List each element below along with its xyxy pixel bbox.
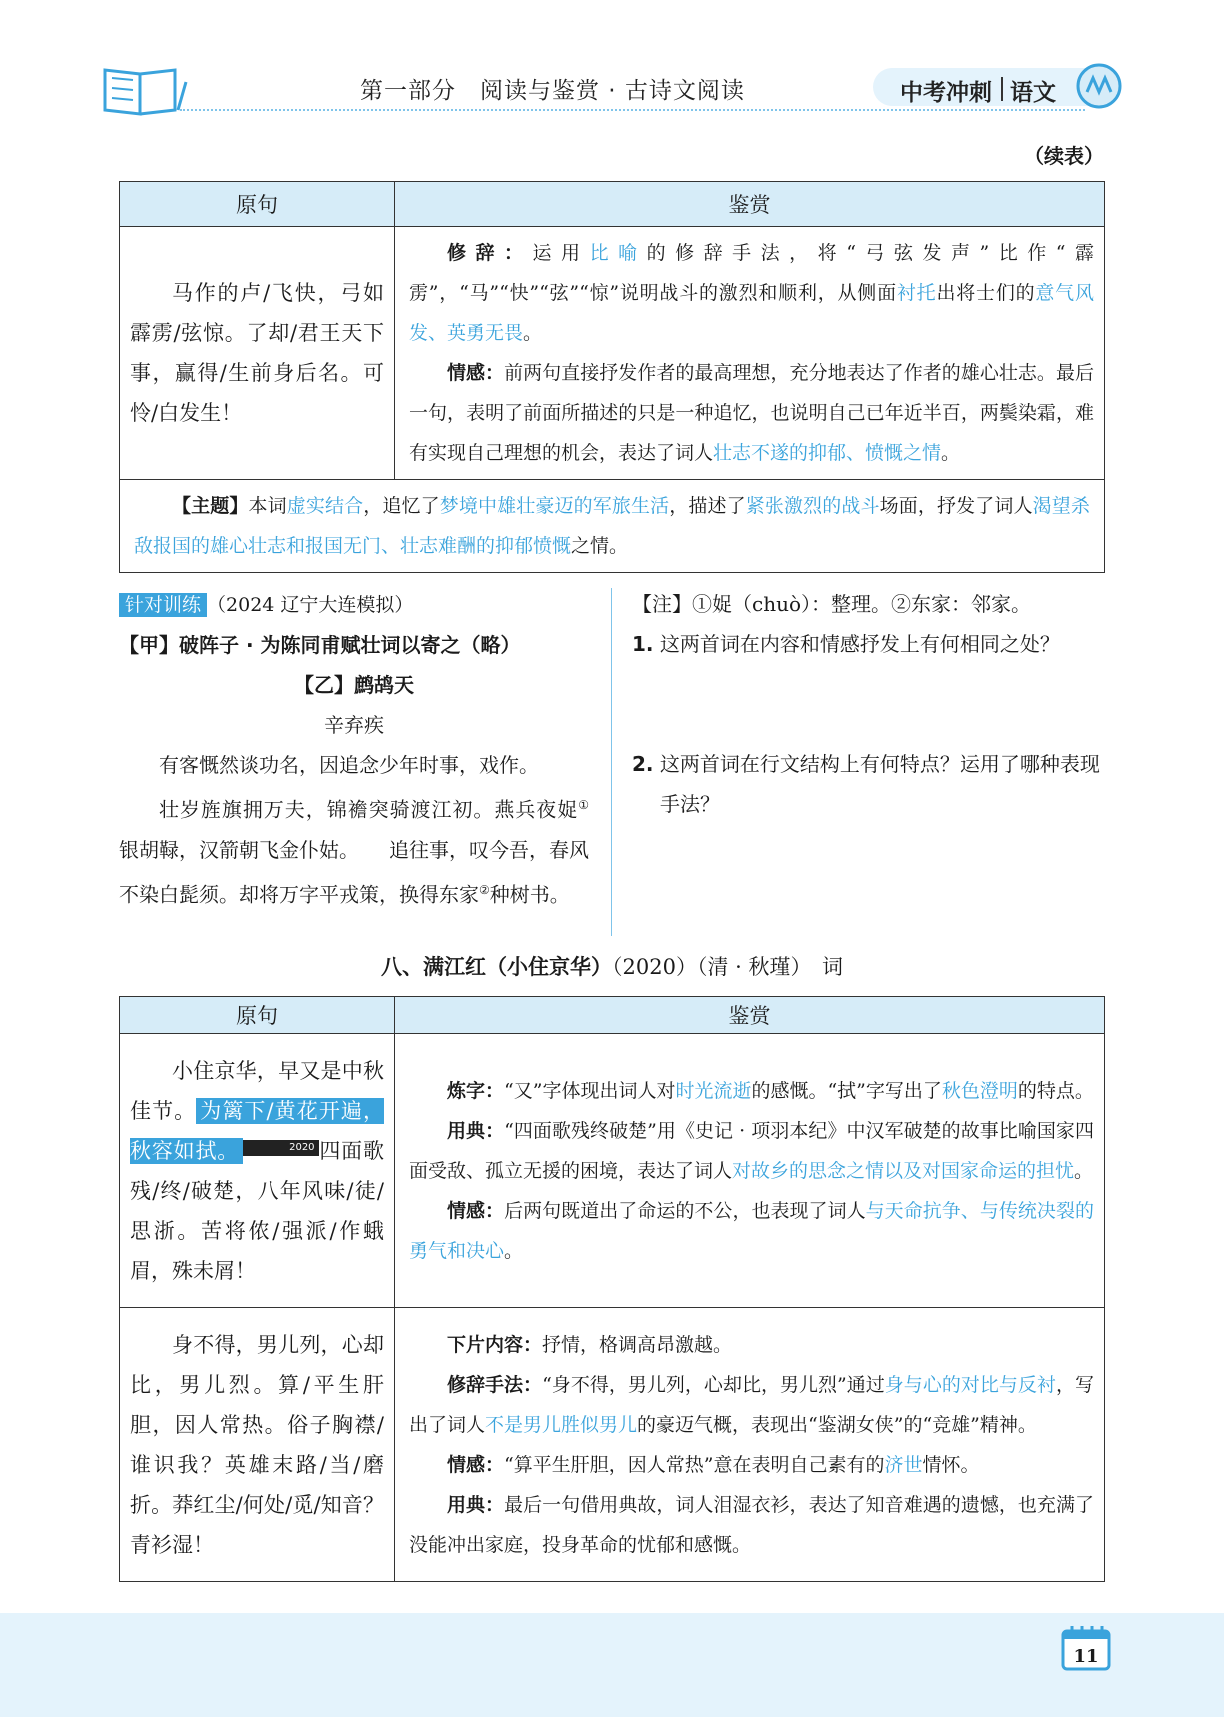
poem-b-title: 【乙】鹧鸪天 bbox=[294, 673, 414, 697]
lianzi-note: 炼字：“又”字体现出词人对时光流逝的感慨。“拭”字写出了秋色澄明的特点。 bbox=[447, 1079, 1094, 1102]
logo-badge-icon bbox=[1075, 62, 1123, 110]
diangu2-note: 用典：最后一句借用典故，词人泪湿衣衫，表达了知音难遇的遗憾，也充满了没能冲出家庭，投身革命的忧郁和感慨。 bbox=[409, 1493, 1094, 1556]
practice-source: （2024 辽宁大连模拟） bbox=[207, 594, 414, 616]
poem-b-preface: 有客慨然谈功名，因追念少年时事，戏作。 bbox=[159, 753, 539, 777]
page-header bbox=[0, 0, 1224, 130]
qinggan2-note: 情感：“算平生肝胆，因人常热”意在表明自己素有的济世情怀。 bbox=[447, 1453, 980, 1476]
highlight-verse: 为篱下/黄花开遍，秋容如拭。 bbox=[130, 1098, 385, 1163]
header-divider bbox=[180, 109, 1085, 111]
exam-year-badge: 2020 bbox=[243, 1140, 318, 1156]
page-footer bbox=[0, 1613, 1224, 1717]
emotion-note: 情感：前两句直接抒发作者的最高理想，充分地表达了作者的雄心壮志。最后一句，表明了前面所描述的只是一种追忆，也说明自己已年近半百，两鬓染霜，难有实现自己理想的机会，表达了词人壮志不遂的抑郁、愤慨之情。 bbox=[409, 362, 1094, 464]
practice-passage bbox=[119, 584, 589, 914]
appreciation-cell bbox=[395, 1308, 1105, 1582]
original-text: 身不得，男儿列，心却比，男儿烈。算/平生肝胆，因人常热。俗子胸襟/谁识我？英雄末路/当/磨折。莽红尘/何处/觅/知音？青衫湿！ bbox=[120, 1308, 395, 1582]
annotation-note: 【注】①娖（chuò）：整理。②东家：邻家。 bbox=[632, 592, 1032, 616]
poem-a-title: 【甲】破阵子 · 为陈同甫赋壮词以寄之（略） bbox=[119, 633, 521, 657]
book-icon bbox=[100, 60, 190, 120]
diangu-note: 用典：“四面歌残终破楚”用《史记 · 项羽本纪》中汉军破楚的故事比喻国家四面受敌、孤立无援的困境，表达了词人对故乡的思念之情以及对国家命运的担忧。 bbox=[409, 1119, 1094, 1182]
xiapian-note: 下片内容：抒情，格调高昂激越。 bbox=[447, 1333, 733, 1356]
section-title: 八、满江红（小住京华）（2020）（清 · 秋瑾） 词 bbox=[381, 955, 843, 979]
xiuci-note: 修辞手法：“身不得，男儿列，心却比，男儿烈”通过身与心的对比与反衬，写出了词人不是男儿胜似男儿的豪迈气概，表现出“鉴湖女侠”的“竞雄”精神。 bbox=[409, 1373, 1094, 1436]
page-number: 11 bbox=[1073, 1646, 1099, 1667]
practice-questions bbox=[632, 584, 1102, 824]
column-header-original: 原句 bbox=[120, 997, 395, 1034]
appreciation-table-2 bbox=[119, 996, 1105, 1582]
original-text: 马作的卢/飞快，弓如霹雳/弦惊。了却/君王天下事，赢得/生前身后名。可怜/白发生！ bbox=[120, 227, 395, 480]
appreciation-cell bbox=[395, 227, 1105, 480]
practice-tag: 针对训练 bbox=[119, 593, 207, 617]
original-text: 小住京华，早又是中秋佳节。 为篱下/黄花开遍，秋容如拭。 2020 四面歌残/终/破楚，八年风味/徒/思浙。苦将侬/强派/作蛾眉，殊未屑！ bbox=[120, 1034, 395, 1308]
poem-b-author: 辛弃疾 bbox=[324, 713, 384, 737]
appreciation-table-1 bbox=[119, 181, 1105, 573]
header-separator bbox=[1001, 77, 1003, 101]
question-2: 2. 这两首词在行文结构上有何特点？运用了哪种表现手法？ bbox=[632, 752, 1100, 816]
column-header-appreciation: 鉴赏 bbox=[395, 182, 1105, 227]
qinggan-note: 情感：后两句既道出了命运的不公，也表现了词人与天命抗争、与传统决裂的勇气和决心。 bbox=[409, 1199, 1094, 1262]
column-header-original: 原句 bbox=[120, 182, 395, 227]
question-1: 1. 这两首词在内容和情感抒发上有何相同之处？ bbox=[632, 632, 1060, 656]
continued-label: （续表） bbox=[1024, 144, 1104, 168]
column-divider bbox=[611, 588, 612, 936]
header-title: 第一部分 阅读与鉴赏 · 古诗文阅读 bbox=[360, 78, 745, 104]
theme-note: 【主题】本词虚实结合，追忆了梦境中雄壮豪迈的军旅生活，描述了紧张激烈的战斗场面，抒发了词人渴望杀敌报国的雄心壮志和报国无门、壮志难酬的抑郁愤慨之情。 bbox=[120, 480, 1105, 573]
rhetoric-note: 修辞：运用比喻的修辞手法，将“弓弦发声”比作“霹雳”，“马”“快”“弦”“惊”说明战斗的激烈和顺利，从侧面衬托出将士们的意气风发、英勇无畏。 bbox=[409, 242, 1094, 344]
column-header-appreciation: 鉴赏 bbox=[395, 997, 1105, 1034]
calendar-icon bbox=[1060, 1623, 1112, 1671]
header-subject: 语文 bbox=[1010, 80, 1056, 106]
poem-b-text: 壮岁旌旗拥万夫，锦襜突骑渡江初。燕兵夜娖①银胡䩮，汉箭朝飞金仆姑。 追往事，叹今吾，春风不染白髭须。却将万字平戎策，换得东家②种树书。 bbox=[119, 797, 589, 907]
header-series: 中考冲刺 bbox=[900, 80, 992, 106]
appreciation-cell bbox=[395, 1034, 1105, 1308]
